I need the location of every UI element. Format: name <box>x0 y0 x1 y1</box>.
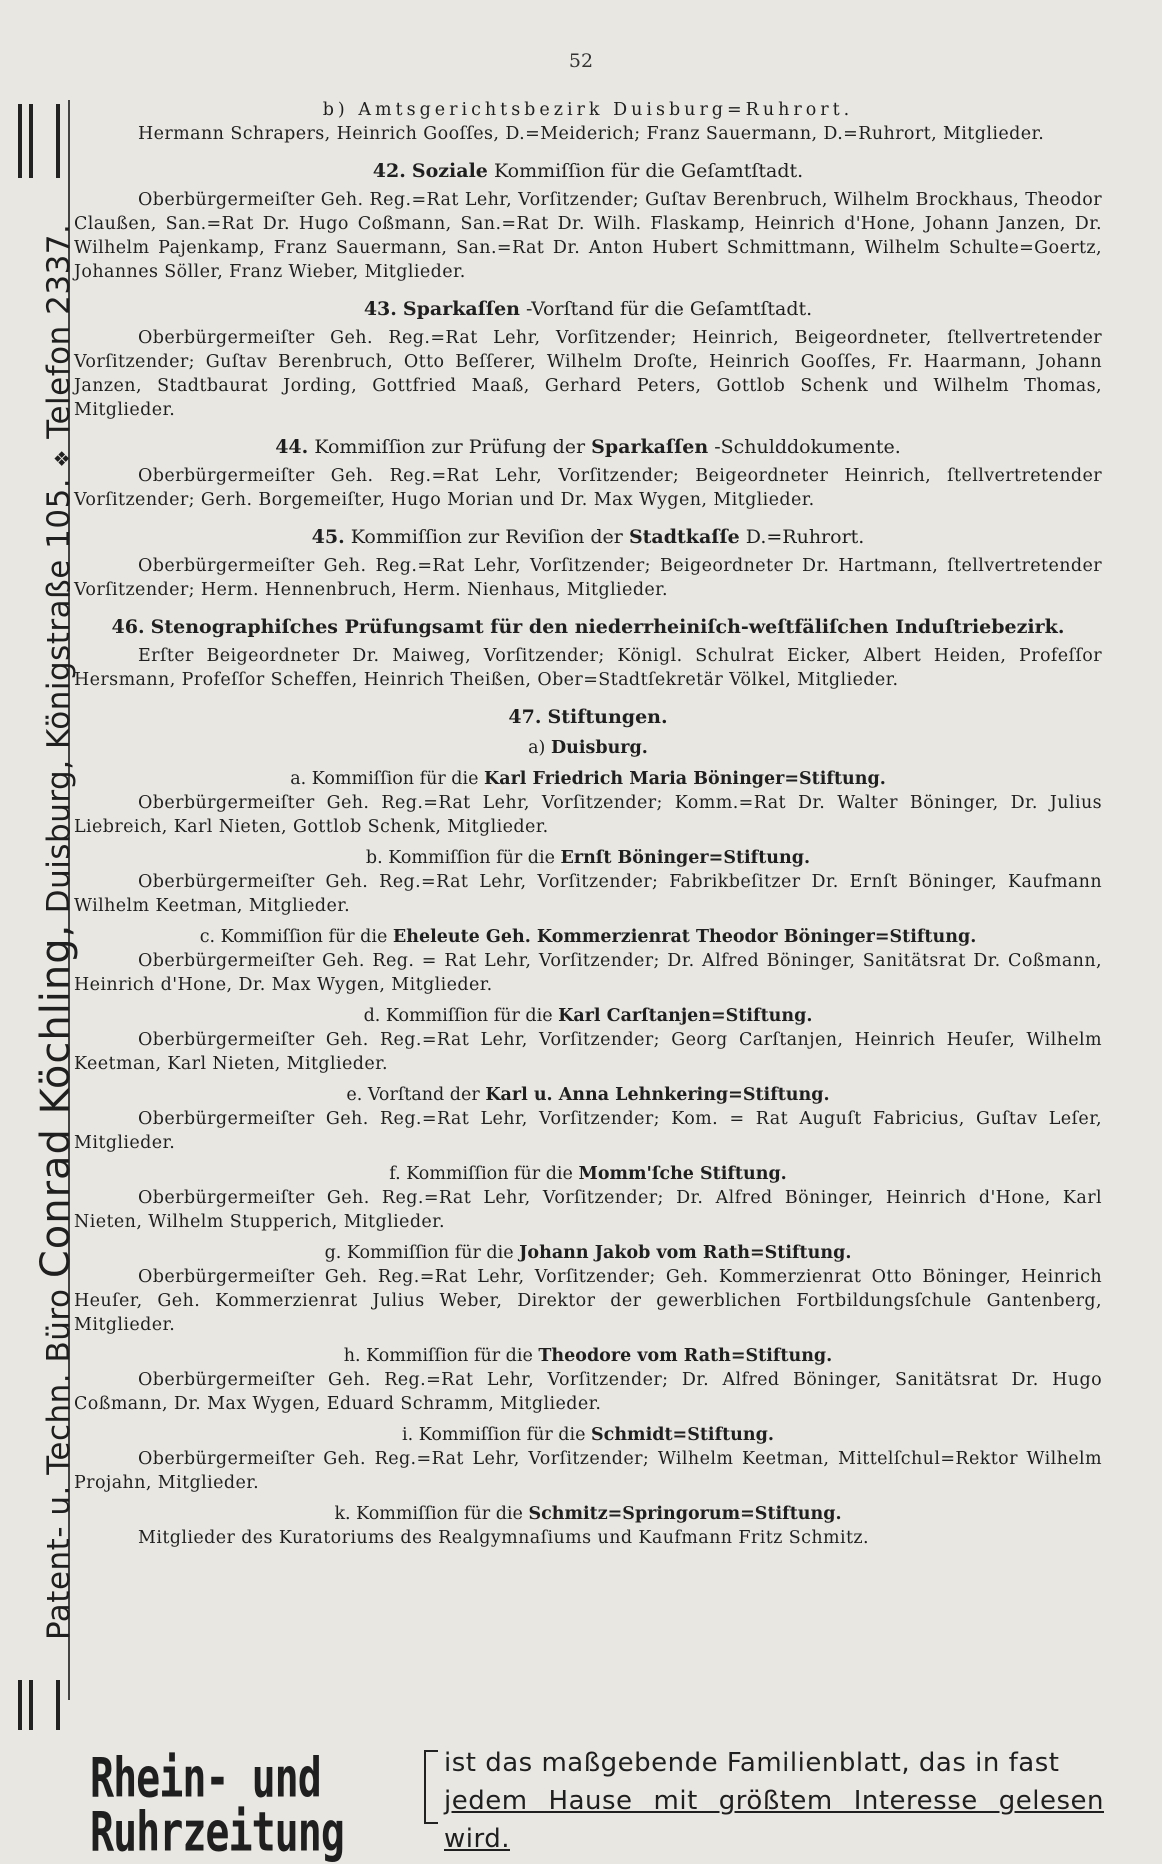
heading-bold: Eheleute Geh. Kommerzienrat Theodor Böninger=Stiftung. <box>392 927 977 947</box>
heading-num: 46. <box>111 616 145 638</box>
member-list: Oberbürgermeiſter Geh. Reg.=Rat Lehr, Vorſitzender; Guſtav Berenbruch, Wilhelm Brockhaus, Theodor Claußen, San.=Rat Dr. Hugo Coßmann, San.=Rat Dr. Wilh. Flaskamp, Heinrich d'Hone, Johann Janzen, Dr. Wilhelm Pajenkamp, Franz Sauermann, San.=Rat Dr. Anton Hubert Schmittmann, Wilhelm Schulte=Goertz, Johannes Söller, Franz Wieber, Mitglieder. <box>74 190 1102 282</box>
side-ad-address: Duisburg, Königstraße 105. <box>41 477 77 914</box>
bottom-advertisement <box>78 1744 1112 1864</box>
heading-pre: e. Vorſtand der <box>346 1085 480 1105</box>
member-list: Oberbürgermeiſter Geh. Reg.=Rat Lehr, Vorſitzender; Georg Carſtanjen, Heinrich Heuſer, Wilhelm Keetman, Karl Nieten, Mitglieder. <box>74 1030 1102 1074</box>
member-list: Oberbürgermeiſter Geh. Reg.=Rat Lehr, Vorſitzender; Wilhelm Keetman, Mittelſchul=Rektor Wilhelm Projahn, Mitglieder. <box>74 1449 1102 1493</box>
heading-bold: Soziale <box>411 160 488 182</box>
subsection-heading <box>74 736 1102 760</box>
district-heading <box>74 98 1102 122</box>
heading-bold: Johann Jakob vom Rath=Stiftung. <box>519 1243 852 1263</box>
heading-pre: a. Kommiſſion für die <box>290 769 479 789</box>
subsection-heading <box>74 1344 1102 1368</box>
section-heading <box>74 615 1102 639</box>
section-heading <box>74 297 1102 321</box>
heading-pre: c. Kommiſſion für die <box>199 927 388 947</box>
heading-pre: Kommiſſion zur Prüfung der <box>314 436 586 458</box>
heading-bold: Stadtkaſſe <box>628 526 740 548</box>
heading-num: 45. <box>311 526 345 548</box>
heading-num: 44. <box>275 436 309 458</box>
newspaper-logo: Rhein- und Ruhrzeitung <box>90 1747 344 1864</box>
subsection-heading <box>74 1083 1102 1107</box>
heading-text: D.=Ruhrort. <box>745 526 865 548</box>
heading-bold: Stenographiſches Prüfungsamt für den niederrheiniſch-weſtfäliſchen Induſtriebezirk. <box>150 616 1065 638</box>
heading-num: 42. <box>372 160 406 182</box>
heading-num: 43. <box>363 298 397 320</box>
subsection-heading <box>74 1004 1102 1028</box>
member-list: Oberbürgermeiſter Geh. Reg.=Rat Lehr, Vorſitzender; Beigeordneter Dr. Hartmann, ſtellvertretender Vorſitzender; Herm. Hennenbruch, Herm. Nienhaus, Mitglieder. <box>74 556 1102 600</box>
subsection-heading <box>74 1502 1102 1526</box>
member-list: Oberbürgermeiſter Geh. Reg.=Rat Lehr, Vorſitzender; Dr. Alfred Böninger, Heinrich d'Hone, Karl Nieten, Wilhelm Stupperich, Mitglieder. <box>74 1188 1102 1232</box>
member-list: Oberbürgermeiſter Geh. Reg.=Rat Lehr, Vorſitzender; Beigeordneter Heinrich, ſtellvertretender Vorſitzender; Gerh. Borgemeiſter, Hugo Morian und Dr. Max Wygen, Mitglieder. <box>74 466 1102 510</box>
side-ad-separator: ❖ <box>50 449 74 468</box>
side-ad-phone: Telefon 2337. <box>41 223 77 439</box>
heading-bold: Momm'ſche Stiftung. <box>578 1164 787 1184</box>
heading-pre: b. Kommiſſion für die <box>365 848 555 868</box>
ad-slogan-line2: jedem Hause mit größtem Interesse gelesen wird. <box>444 1786 1104 1854</box>
heading-bold: Duisburg. <box>550 738 648 758</box>
heading-bold: Karl Carſtanjen=Stiftung. <box>558 1006 813 1026</box>
heading-pre: f. Kommiſſion für die <box>389 1164 573 1184</box>
heading-bold: Theodore vom Rath=Stiftung. <box>538 1346 833 1366</box>
page-number: 52 <box>568 50 594 72</box>
member-list: Oberbürgermeiſter Geh. Reg.=Rat Lehr, Vorſitzender; Komm.=Rat Dr. Walter Böninger, Dr. Julius Liebreich, Karl Nieten, Gottlob Schenk, Mitglieder. <box>74 793 1102 837</box>
document-body <box>74 98 1102 1550</box>
side-ad-company: Conrad Köchling, <box>33 923 79 1279</box>
heading-text: Kommiſſion für die Geſamtſtadt. <box>493 160 804 182</box>
heading-pre: a) <box>528 738 546 758</box>
heading-pre: g. Kommiſſion für die <box>324 1243 514 1263</box>
heading-bold: Karl Friedrich Maria Böninger=Stiftung. <box>484 769 886 789</box>
heading-pre: d. Kommiſſion für die <box>363 1006 553 1026</box>
subsection-heading <box>74 1423 1102 1447</box>
heading-bold: Sparkaſſen <box>591 436 709 458</box>
heading-bold: Schmitz=Springorum=Stiftung. <box>528 1504 842 1524</box>
heading-text: -Vorſtand für die Geſamtſtadt. <box>526 298 813 320</box>
member-list: Oberbürgermeiſter Geh. Reg. = Rat Lehr, Vorſitzender; Dr. Alfred Böninger, Sanitätsrat Dr. Coßmann, Heinrich d'Hone, Dr. Max Wygen, Mitglieder. <box>74 951 1102 995</box>
heading-text: b) Amtsgerichtsbezirk Duisburg=Ruhrort. <box>322 100 854 120</box>
subsection-heading <box>74 767 1102 791</box>
heading-bold: Schmidt=Stiftung. <box>591 1425 774 1445</box>
member-list: Oberbürgermeiſter Geh. Reg.=Rat Lehr, Vorſitzender; Fabrikbeſitzer Dr. Ernſt Böninger, Kaufmann Wilhelm Keetman, Mitglieder. <box>74 872 1102 916</box>
ad-bracket <box>424 1750 438 1824</box>
member-list: Erſter Beigeordneter Dr. Maiweg, Vorſitzender; Königl. Schulrat Eicker, Albert Heiden, Profeſſor Hersmann, Profeſſor Scheffen, Heinrich Theißen, Ober=Stadtſekretär Völkel, Mitglieder. <box>74 646 1102 690</box>
subsection-heading <box>74 1162 1102 1186</box>
heading-bold: Ernſt Böninger=Stiftung. <box>560 848 811 868</box>
section-heading <box>74 435 1102 459</box>
member-list: Hermann Schrapers, Heinrich Gooſſes, D.=Meiderich; Franz Sauermann, D.=Ruhrort, Mitglieder. <box>138 124 1045 144</box>
heading-pre: i. Kommiſſion für die <box>402 1425 586 1445</box>
member-list: Oberbürgermeiſter Geh. Reg.=Rat Lehr, Vorſitzender; Dr. Alfred Böninger, Sanitätsrat Dr. Hugo Coßmann, Dr. Max Wygen, Eduard Schramm, Mitglieder. <box>74 1370 1102 1414</box>
section-heading <box>74 525 1102 549</box>
member-list: Oberbürgermeiſter Geh. Reg.=Rat Lehr, Vorſitzender; Kom. = Rat Auguſt Fabricius, Guſtav Leſer, Mitglieder. <box>74 1109 1102 1153</box>
heading-text: -Schulddokumente. <box>714 436 901 458</box>
section-heading <box>74 159 1102 183</box>
subsection-heading <box>74 846 1102 870</box>
ad-slogan <box>444 1744 1104 1858</box>
member-list: Oberbürgermeiſter Geh. Reg.=Rat Lehr, Vorſitzender; Geh. Kommerzienrat Otto Böninger, Heinrich Heuſer, Geh. Kommerzienrat Julius Weber, Direktor der gewerblichen Fortbildungsſchule Gantenberg, Mitglieder. <box>74 1267 1102 1335</box>
heading-bold: Sparkaſſen <box>402 298 520 320</box>
subsection-heading <box>74 1241 1102 1265</box>
member-list: Mitglieder des Kuratoriums des Realgymnaſiums und Kaufmann Fritz Schmitz. <box>138 1528 870 1548</box>
side-ad-part1: Patent- u. Techn. Büro <box>41 1288 77 1640</box>
ad-slogan-line1: ist das maßgebende Familienblatt, das in fast <box>444 1748 1060 1778</box>
heading-pre: Kommiſſion zur Reviſion der <box>350 526 623 548</box>
heading-pre: k. Kommiſſion für die <box>334 1504 523 1524</box>
heading-bold: Karl u. Anna Lehnkering=Stiftung. <box>485 1085 830 1105</box>
heading-num: 47. <box>508 706 542 728</box>
side-rule-bottom <box>18 1680 60 1730</box>
heading-pre: h. Kommiſſion für die <box>343 1346 533 1366</box>
subsection-heading <box>74 925 1102 949</box>
member-list: Oberbürgermeiſter Geh. Reg.=Rat Lehr, Vorſitzender; Heinrich, Beigeordneter, ſtellvertretender Vorſitzender; Guſtav Berenbruch, Otto Beſſerer, Wilhelm Droſte, Heinrich Gooſſes, Fr. Haarmann, Johann Janzen, Stadtbaurat Jording, Gottfried Maaß, Gerhard Peters, Gottlob Schenk und Wilhelm Thomas, Mitglieder. <box>74 328 1102 420</box>
section-heading <box>74 705 1102 729</box>
heading-bold: Stiftungen. <box>547 706 668 728</box>
